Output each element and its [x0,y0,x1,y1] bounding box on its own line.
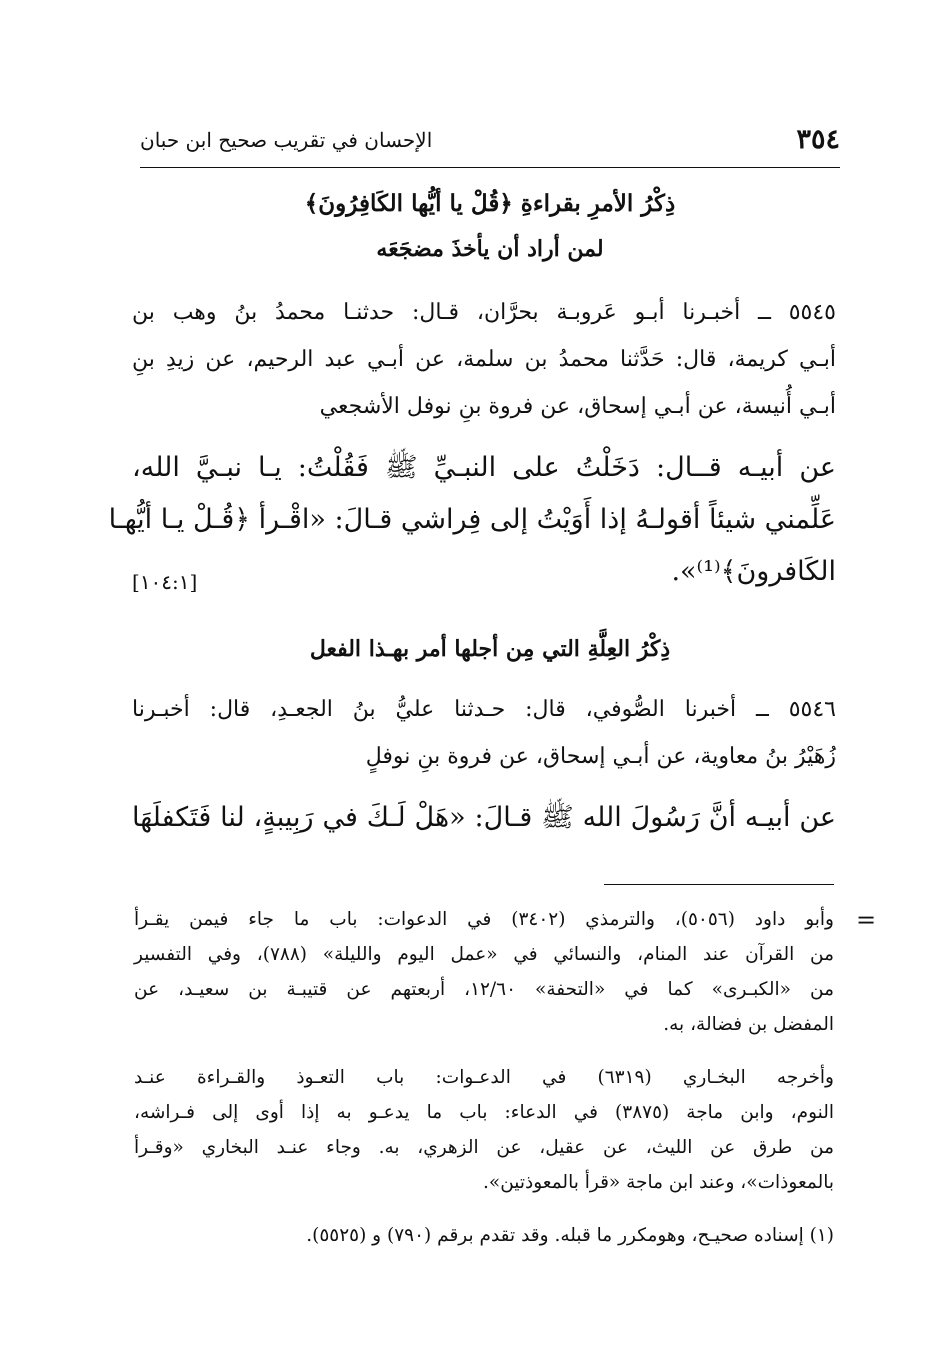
footnote-line: المفضل بن فضالة، به. [663,1014,834,1035]
hadith-5545-matn [108,442,836,598]
footnote-line: من «الكبـرى» كما في «التحفة» ١٢/٦٠، أربعتهم عن قتيبـة بن سعيـد، عن [134,979,834,1000]
hadith-reference: [١٠٤:١] [132,570,198,594]
footnote-continuation-mark: = [856,906,877,934]
section2-title: ذِكْرُ العِلَّةِ التي مِن أجلها أمر بهـذا الفعل [309,636,671,662]
hadith-5546-matn [132,792,836,844]
isnad-line: أبـي أُنيسة، عن أبـي إسحاق، عن فروة بنِ نوفل الأشجعي [319,394,836,419]
isnad-line: زُهَيْرُ بنُ معاوية، عن أبـي إسحاق، عن فروة بنِ نوفلٍ [365,744,836,769]
footnote-rule [604,884,834,885]
footnote-paragraph-2 [134,1060,834,1200]
matn-line: عن أبيـه أنَّ رَسُولَ الله ﷺ قـالَ: «هَلْ لَـكَ في رَبِيبةٍ، لنا فَتَكفلَهَا [132,802,836,833]
footnote-line: النوم، وابن ماجة (٣٨٧٥) في الدعاء: باب ما يدعـو به إذا أوى إلى فـراشه، [134,1102,834,1123]
isnad-line: ٥٥٤٥ ــ أخبـرنا أبـو عَروبـة بحرَّان، قـال: حدثنـا محمدُ بنُ وهب بن [132,300,836,325]
running-title: الإحسان في تقريب صحيح ابن حبان [140,128,433,152]
page-number: ٣٥٤ [796,124,840,155]
footnote-line: وأخرجه البخـاري (٦٣١٩) في الدعـوات: باب التعـوذ والقـراءة عنـد [134,1067,834,1088]
hadith-5545-isnad [132,289,836,430]
running-header [120,124,840,164]
section1-title-line1: ذِكْرُ الأمرِ بقراءةِ ﴿قُلْ يا أيُّها الكَافِرُونَ﴾ [304,190,676,217]
matn-line: الكَافرونَ﴾⁽¹⁾». [671,556,836,587]
matn-line: عَلِّمني شيئاً أقولـهُ إذا أَوَيْتُ إلى فِراشي قـالَ: «اقْـرأ ﴿قُـلْ يـا أيُّهـا [108,504,836,535]
footnote-line: من القرآن عند المنام، والنسائي في «عمل اليوم والليلة» (٧٨٨)، وفي التفسير [134,944,834,965]
footnote-line: وأبو داود (٥٠٥٦)، والترمذي (٣٤٠٢) في الدعوات: باب ما جاء فيمن يقـرأ [134,909,834,930]
header-rule [140,167,840,168]
matn-line: عن أبيـه قــال: دَخَلْتُ على النبـيِّ ﷺ فَقُلْتُ: يـا نبـيَّ الله، [132,452,836,483]
footnote-paragraph-1 [134,902,834,1042]
isnad-line: ٥٥٤٦ ــ أخبرنا الصُّوفي، قال: حـدثنا عليُّ بنُ الجعـدِ، قال: أخبـرنا [132,697,836,722]
footnote-line: من طرق عن الليث، عن عقيل، عن الزهري، به. وجاء عنـد البخاري «وقـرأ [134,1137,834,1158]
footnote-line: بالمعوذات»، وعند ابن ماجة «قرأ بالمعوذتين». [483,1172,834,1193]
isnad-line: أبـي كريمة، قال: حَدَّثنا محمدُ بن سلمة، عن أبـي عبد الرحيم، عن زيدِ بنِ [132,347,836,372]
footnote-1: (١) إسناده صحيـح، وهومكرر ما قبله. وقد تقدم برقم (٧٩٠) و (٥٥٢٥). [306,1225,834,1246]
section1-title-line2: لمن أراد أن يأخذَ مضجَعَه [376,236,604,262]
hadith-5546-isnad [132,686,836,780]
